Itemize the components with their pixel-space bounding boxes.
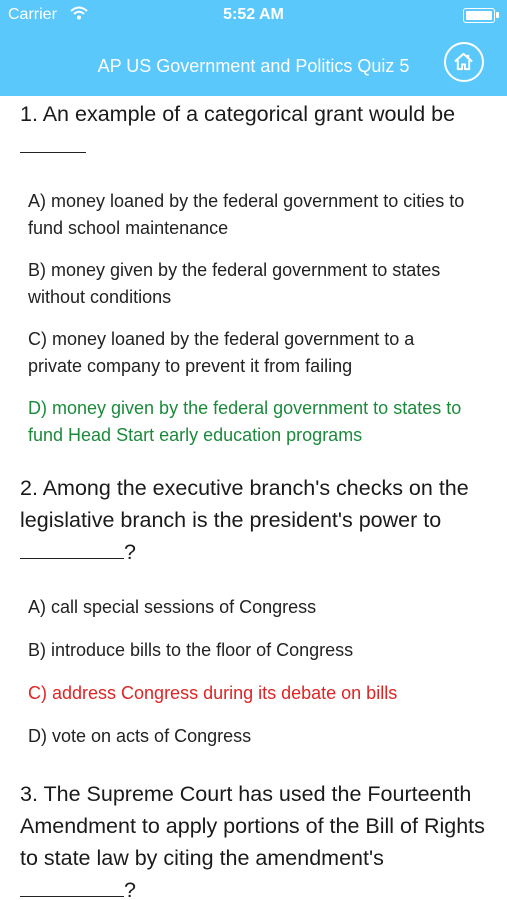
page-title: AP US Government and Politics Quiz 5 (97, 56, 410, 76)
answer-option[interactable]: B) introduce bills to the floor of Congress (28, 640, 354, 660)
question-text (12, 778, 495, 900)
question-card (12, 472, 495, 750)
question-text (12, 96, 495, 162)
answer-blank (20, 895, 124, 897)
question-text (12, 472, 495, 568)
answer-option[interactable]: C) money loaned by the federal government to a private company to prevent it from failing (28, 329, 415, 376)
answer-blank (20, 557, 124, 559)
answer-option[interactable]: A) call special sessions of Congress (28, 597, 317, 617)
question-card (12, 778, 495, 900)
nav-bar (0, 0, 507, 96)
answer-option[interactable]: A) money loaned by the federal government to cities to fund school maintenance (28, 191, 465, 238)
status-bar (0, 0, 507, 30)
answer-option[interactable]: D) vote on acts of Congress (28, 726, 252, 746)
quiz-scroll[interactable] (0, 96, 507, 900)
question-label: 3. The Supreme Court has used the Fourteenth Amendment to apply portions of the Bill of Rights to state law by citing the amendment's (20, 782, 485, 870)
answer-option-correct[interactable]: D) money given by the federal government to states to fund Head Start early education programs (28, 398, 462, 445)
question-tail: ? (124, 540, 136, 564)
status-time: 5:52 AM (223, 6, 284, 23)
battery-icon (463, 8, 495, 23)
home-icon (453, 51, 474, 72)
answer-option-incorrect[interactable]: C) address Congress during its debate on bills (28, 683, 398, 703)
question-label: 2. Among the executive branch's checks on the legislative branch is the president's power to (20, 476, 469, 532)
carrier-label: Carrier (8, 6, 57, 23)
home-button[interactable] (444, 42, 484, 82)
question-tail: ? (124, 878, 136, 900)
question-card (12, 96, 495, 449)
answer-blank (20, 151, 86, 153)
question-label: 1. An example of a categorical grant would be (20, 102, 456, 126)
answer-option[interactable]: B) money given by the federal government to states without conditions (28, 260, 441, 307)
